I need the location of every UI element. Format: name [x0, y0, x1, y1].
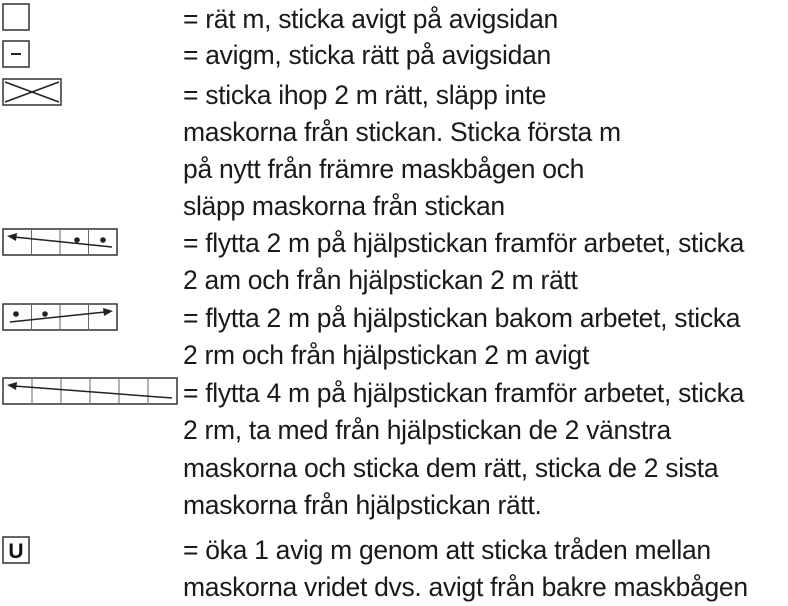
cable-back-right-symbol: [2, 303, 118, 331]
knit-stitch-symbol: [2, 3, 30, 31]
legend-text-cable-front-line-2: 2 am och från hjälpstickan 2 m rätt: [183, 265, 578, 295]
legend-text-cable-six-line-3: maskorna och sticka dem rätt, sticka de 2 sista: [183, 453, 719, 483]
legend-text-cable-back-line-1: = flytta 2 m på hjälpstickan bakom arbetet, sticka: [183, 303, 741, 333]
cable-front-six-stitch-symbol: [2, 377, 178, 405]
legend-text-cable-back-line-2: 2 rm och från hjälpstickan 2 m avigt: [183, 340, 590, 370]
cable-front-left-symbol: [2, 228, 118, 256]
legend-text-k2tog-line-3: på nytt från främre maskbågen och: [183, 154, 585, 184]
legend-text-cable-six-line-1: = flytta 4 m på hjälpstickan framför arbetet, sticka: [183, 378, 745, 408]
increase-purl-symbol: [2, 536, 30, 564]
knit-two-together-cross-symbol: [2, 78, 62, 106]
legend-text-k2tog-line-1: = sticka ihop 2 m rätt, släpp inte: [183, 80, 547, 110]
legend-text-increase-line-2: maskorna vridet dvs. avigt från bakre maskbågen: [183, 572, 748, 602]
legend-text-cable-front-line-1: = flytta 2 m på hjälpstickan framför arbetet, sticka: [183, 228, 745, 258]
purl-stitch-symbol: [2, 40, 30, 68]
legend-text-k2tog-line-2: maskorna från stickan. Sticka första m: [183, 117, 621, 147]
legend-text-cable-six-line-4: maskorna från hjälpstickan rätt.: [183, 490, 542, 520]
increase-symbol-letter: U: [8, 540, 24, 563]
legend-text-k2tog-line-4: släpp maskorna från stickan: [183, 191, 505, 221]
legend-text-increase-line-1: = öka 1 avig m genom att sticka tråden mellan: [183, 535, 711, 565]
legend-text-knit-stitch: = rät m, sticka avigt på avigsidan: [183, 4, 558, 34]
legend-text-purl-stitch: = avigm, sticka rätt på avigsidan: [183, 40, 551, 70]
legend-text-cable-six-line-2: 2 rm, ta med från hjälpstickan de 2 vänstra: [183, 415, 671, 445]
